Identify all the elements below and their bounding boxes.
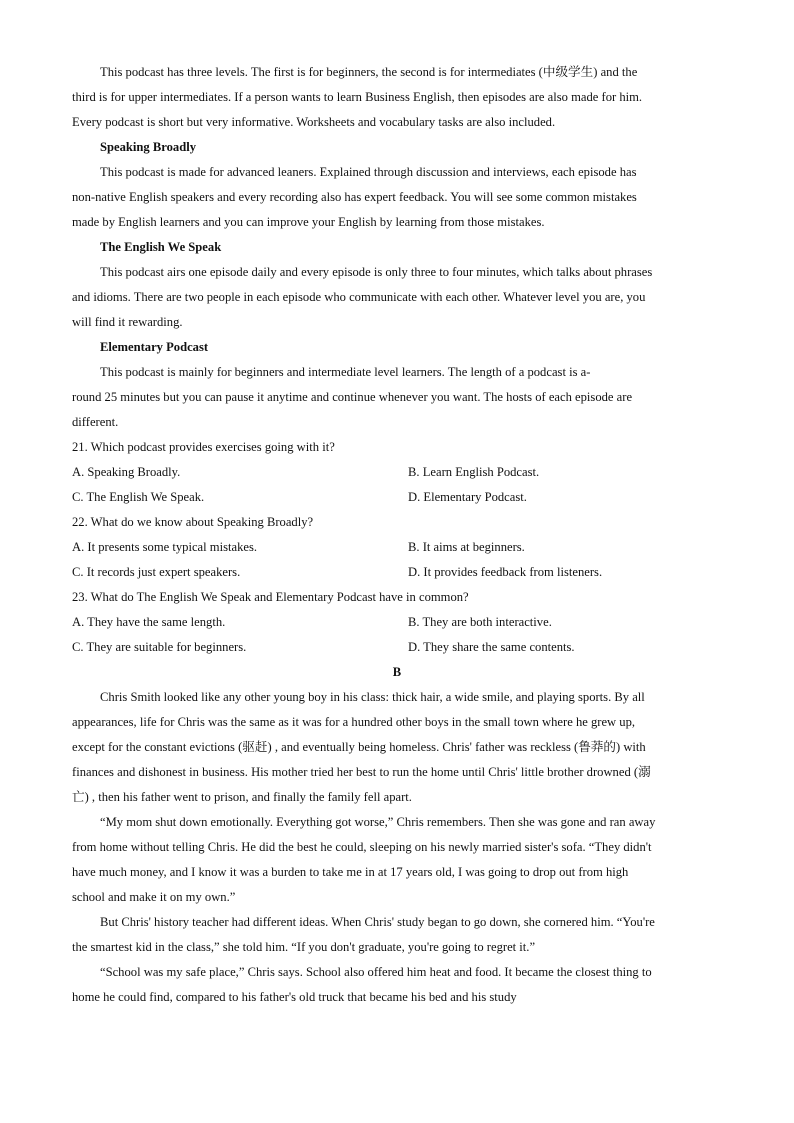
option-c[interactable]: C. The English We Speak. — [72, 490, 205, 504]
passage-b-paragraph — [72, 960, 722, 1010]
text-line: non-native English speakers and every recording also has expert feedback. You will see some common mistakes — [72, 190, 637, 204]
option-c[interactable]: C. They are suitable for beginners. — [72, 640, 247, 654]
section-label-b: B — [392, 665, 402, 679]
text-line: “My mom shut down emotionally. Everything got worse,” Chris remembers. Then she was gone and ran away — [100, 815, 656, 829]
text-line: Every podcast is short but very informative. Worksheets and vocabulary tasks are also included. — [72, 115, 556, 129]
text-line: This podcast is made for advanced leaners. Explained through discussion and interviews, each episode has — [100, 165, 637, 179]
question-21-options — [72, 460, 722, 510]
option-a[interactable]: A. Speaking Broadly. — [72, 465, 181, 479]
document-page — [72, 60, 722, 1010]
question-23-stem: 23. What do The English We Speak and Elementary Podcast have in common? — [72, 590, 469, 604]
question-23-options — [72, 610, 722, 660]
text-line: third is for upper intermediates. If a person wants to learn Business English, then episodes are also made for him. — [72, 90, 643, 104]
text-line: This podcast airs one episode daily and every episode is only three to four minutes, which talks about phrases — [100, 265, 653, 279]
podcast-title-english-we-speak: The English We Speak — [100, 240, 222, 254]
podcast-description — [72, 360, 722, 435]
text-line: will find it rewarding. — [72, 315, 183, 329]
text-line: appearances, life for Chris was the same as it was for a hundred other boys in the small town where he grew up, — [72, 715, 636, 729]
option-b[interactable]: B. Learn English Podcast. — [408, 465, 540, 479]
podcast-title-elementary-podcast: Elementary Podcast — [100, 340, 209, 354]
question-22-stem: 22. What do we know about Speaking Broadly? — [72, 515, 314, 529]
question-22-options — [72, 535, 722, 585]
text-line: school and make it on my own.” — [72, 890, 236, 904]
option-b[interactable]: B. It aims at beginners. — [408, 540, 525, 554]
passage-b-paragraph — [72, 810, 722, 910]
passage-b-paragraph — [72, 685, 722, 810]
text-line: except for the constant evictions (驱赶) , and eventually being homeless. Chris' father was reckless (鲁莽的) with — [72, 740, 646, 754]
text-line: the smartest kid in the class,” she told him. “If you don't graduate, you're going to regret it.” — [72, 940, 536, 954]
option-a[interactable]: A. They have the same length. — [72, 615, 226, 629]
intro-paragraph — [72, 60, 722, 135]
podcast-description — [72, 160, 722, 235]
text-line: from home without telling Chris. He did the best he could, sleeping on his newly married sister's sofa. “They didn't — [72, 840, 652, 854]
text-line: “School was my safe place,” Chris says. School also offered him heat and food. It became the closest thing to — [100, 965, 652, 979]
option-d[interactable]: D. Elementary Podcast. — [408, 490, 527, 504]
podcast-description — [72, 260, 722, 335]
text-line: This podcast has three levels. The first is for beginners, the second is for intermediates (中级学生) and the — [100, 65, 638, 79]
text-line: and idioms. There are two people in each episode who communicate with each other. Whatever level you are, you — [72, 290, 646, 304]
text-line: made by English learners and you can improve your English by learning from those mistakes. — [72, 215, 545, 229]
text-line: have much money, and I know it was a burden to take me in at 17 years old, I was going to drop out from high — [72, 865, 629, 879]
text-line: This podcast is mainly for beginners and intermediate level learners. The length of a podcast is a- — [100, 365, 591, 379]
text-line: Chris Smith looked like any other young boy in his class: thick hair, a wide smile, and playing sports. By all — [100, 690, 645, 704]
option-c[interactable]: C. It records just expert speakers. — [72, 565, 241, 579]
option-b[interactable]: B. They are both interactive. — [408, 615, 552, 629]
podcast-title-speaking-broadly: Speaking Broadly — [100, 140, 197, 154]
text-line: 亡) , then his father went to prison, and finally the family fell apart. — [72, 790, 412, 804]
option-d[interactable]: D. It provides feedback from listeners. — [408, 565, 603, 579]
text-line: finances and dishonest in business. His mother tried her best to run the home until Chris' little brother drowned (溺 — [72, 765, 651, 779]
option-d[interactable]: D. They share the same contents. — [408, 640, 575, 654]
text-line: round 25 minutes but you can pause it anytime and continue whenever you want. The hosts of each episode are — [72, 390, 633, 404]
text-line: home he could find, compared to his father's old truck that became his bed and his study — [72, 990, 517, 1004]
question-21-stem: 21. Which podcast provides exercises going with it? — [72, 440, 335, 454]
option-a[interactable]: A. It presents some typical mistakes. — [72, 540, 258, 554]
text-line: But Chris' history teacher had different ideas. When Chris' study began to go down, she cornered him. “You're — [100, 915, 655, 929]
text-line: different. — [72, 415, 119, 429]
passage-b-paragraph — [72, 910, 722, 960]
